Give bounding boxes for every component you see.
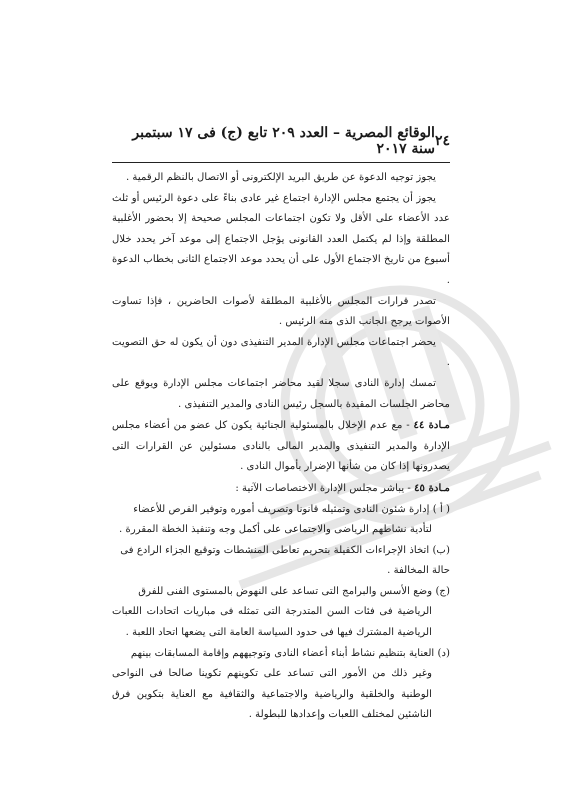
running-title: الوقائع المصرية – العدد ٢٠٩ تابع (ج) فى ١٧ سبتمبر سنة ٢٠١٧: [132, 125, 435, 157]
list-item: [112, 541, 450, 582]
paragraph-extraordinary-meeting: يجوز أن يجتمع مجلس الإدارة اجتماع غير عادى بناءً على دعوة الرئيس أو ثلث عدد الأعضاء على الأقل ولا تكون اجتماعات المجلس صحيحة إلا بحضور الأغلبية المطلقة وإذا لم يكتمل العدد القانونى يؤجل الاجتماع إلى موعد آخر يحدد خلال أسبوع من تاريخ الاجتماع الأول على أن يحدد موعد الاجتماع الثانى بخطاب الدعوة .: [112, 192, 450, 286]
list-item-continuation: وغير ذلك من الأمور التى تساعد على تكوينهم تكوينا صالحا فى النواحى الوطنية والخلقية والرياضية والاجتماعية والثقافية مع العناية بتكوين فرق الناشئين لمختلف اللعبات وإعدادها للبطولة .: [112, 668, 432, 721]
running-header: [112, 125, 450, 157]
list-item-first-line: (د) العناية بتنظيم نشاط أبناء أعضاء النادى وتوجيههم وإقامة المسابقات بينهم: [130, 647, 450, 659]
page-number: ٢٤: [434, 133, 450, 149]
article-45-label: مـادة ٤٥: [414, 481, 450, 494]
document-body: [112, 168, 450, 726]
paragraph-executive-director: يحضر اجتماعات مجلس الإدارة المدير التنفيذى دون أن يكون له حق التصويت .: [112, 336, 450, 369]
article-44-label: مـادة ٤٤: [413, 419, 450, 432]
article-44-text: - مع عدم الإخلال بالمسئولية الجنائية يكون كل عضو من أعضاء مجلس الإدارة والمدير التنفيذى والمدير المالى بالنادى مسئولين عن القرارات التى يصدرونها إذا كان من شأنها الإضرار بأموال النادى .: [112, 420, 450, 473]
list-item-first-line: (ب) اتخاذ الإجراءات الكفيلة بتحريم تعاطى المنشطات وتوقيع الجزاء الرادع فى: [120, 544, 450, 556]
paragraph-minutes-register: تمسك إدارة النادى سجلا لقيد محاضر اجتماعات مجلس الإدارة ويوقع على محاضر الجلسات المقيدة بالسجل رئيس النادى والمدير التنفيذى .: [112, 377, 450, 410]
article-44: [112, 415, 450, 478]
list-item: [112, 500, 450, 541]
header-divider: [112, 162, 450, 163]
list-item-continuation: الرياضية فى فئات السن المتدرجة التى تمثله فى مباريات اتحادات اللعبات الرياضية المشترك فيها فى حدود السياسة العامة التى يضعها اتحاد اللعبة .: [112, 606, 432, 639]
list-item-first-line: ( أ ) إدارة شئون النادى وتمثيله قانونا وتصريف أموره وتوفير الفرص للأعضاء: [133, 503, 450, 515]
list-item-continuation: لتأدية نشاطهم الرياضى والاجتماعى على أكمل وجه وتنفيذ الخطة المقررة .: [119, 524, 432, 536]
paragraph-majority-decisions: تصدر قرارات المجلس بالأغلبية المطلقة لأصوات الحاضرين ، فإذا تساوت الأصوات يرجح الجانب الذى منه الرئيس .: [112, 295, 450, 328]
paragraph-email-invitation: يجوز توجيه الدعوة عن طريق البريد الإلكترونى أو الاتصال بالنظم الرقمية .: [125, 172, 436, 183]
list-item-continuation: حالة المخالفة .: [387, 565, 450, 577]
list-item: [112, 582, 450, 644]
article-45-text: - يباشر مجلس الإدارة الاختصاصات الآتية :: [235, 482, 415, 494]
list-item: [112, 644, 450, 726]
list-item-first-line: (ج) وضع الأسس والبرامج التى تساعد على النهوض بالمستوى الفنى للفرق: [138, 585, 450, 597]
article-45: [112, 478, 450, 500]
